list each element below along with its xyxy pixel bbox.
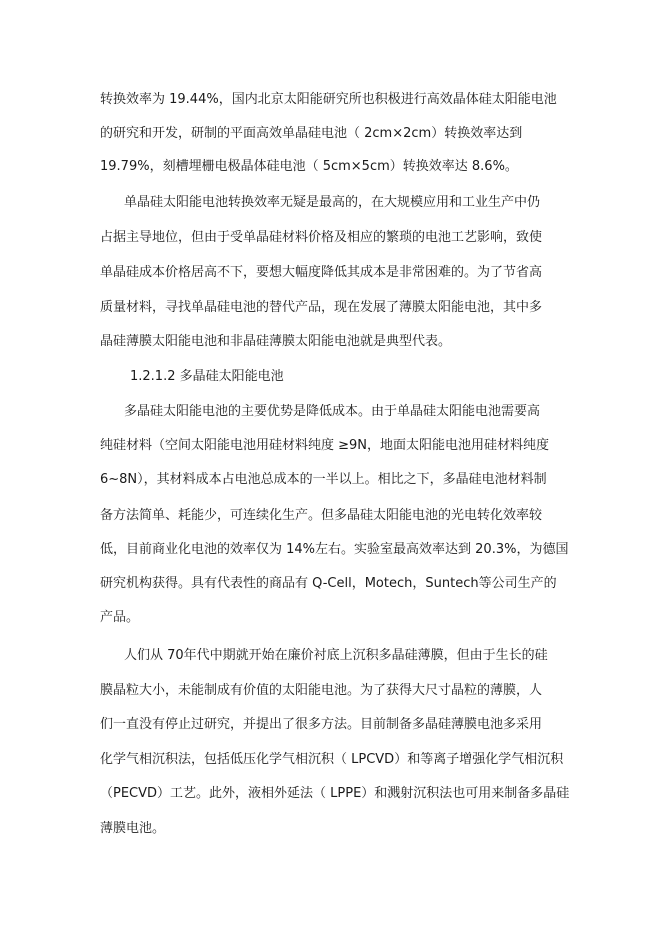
paragraph-line: 晶硅薄膜太阳能电池和非晶硅薄膜太阳能电池就是典型代表。 [100,334,452,349]
paragraph-line: 单晶硅太阳能电池转换效率无疑是最高的，在大规模应用和工业生产中仍 [124,195,541,210]
paragraph-line: 单晶硅成本价格居高不下，要想大幅度降低其成本是非常困难的。为了节省高 [100,265,543,280]
paragraph-line: 占据主导地位，但由于受单晶硅材料价格及相应的繁琐的电池工艺影响，致使 [100,230,543,245]
paragraph-line: 6~8N），其材料成本占电池总成本的一半以上。相比之下，多晶硅电池材料制 [100,472,547,487]
paragraph-line: 化学气相沉积法，包括低压化学气相沉积（ LPCVD）和等离子增强化学气相沉积 [100,752,564,767]
paragraph-line: 转换效率为 19.44%，国内北京太阳能研究所也积极进行高效晶体硅太阳能电池 [100,92,557,107]
paragraph-line: 膜晶粒大小，未能制成有价值的太阳能电池。为了获得大尺寸晶粒的薄膜，人 [100,683,543,698]
paragraph-line: （PECVD）工艺。此外，液相外延法（ LPPE）和溅射沉积法也可用来制备多晶硅 [100,786,570,801]
paragraph-line: 19.79%，刻槽埋栅电极晶体硅电池（ 5cm×5cm）转换效率达 8.6%。 [100,159,518,174]
paragraph-line: 备方法简单、耗能少，可连续化生产。但多晶硅太阳能电池的光电转化效率较 [100,508,543,523]
paragraph-line: 纯硅材料（空间太阳能电池用硅材料纯度 ≥9N，地面太阳能电池用硅材料纯度 [100,438,550,453]
paragraph-line: 产品。 [100,610,140,625]
paragraph-line: 低，目前商业化电池的效率仅为 14%左右。实验室最高效率达到 20.3%，为德国 [100,542,569,557]
paragraph-line: 质量材料，寻找单晶硅电池的替代产品，现在发展了薄膜太阳能电池，其中多 [100,300,543,315]
section-heading: 1.2.1.2 多晶硅太阳能电池 [130,369,284,384]
paragraph-line: 多晶硅太阳能电池的主要优势是降低成本。由于单晶硅太阳能电池需要高 [124,404,541,419]
paragraph-line: 研究机构获得。具有代表性的商品有 Q-Cell，Motech，Suntech等公司生产的 [100,576,557,591]
paragraph-line: 人们从 70年代中期就开始在廉价衬底上沉积多晶硅薄膜，但由于生长的硅 [124,648,548,663]
paragraph-line: 的研究和开发，研制的平面高效单晶硅电池（ 2cm×2cm）转换效率达到 [100,126,523,141]
paragraph-line: 薄膜电池。 [100,821,166,836]
paragraph-line: 们一直没有停止过研究，并提出了很多方法。目前制备多晶硅薄膜电池多采用 [100,717,543,732]
